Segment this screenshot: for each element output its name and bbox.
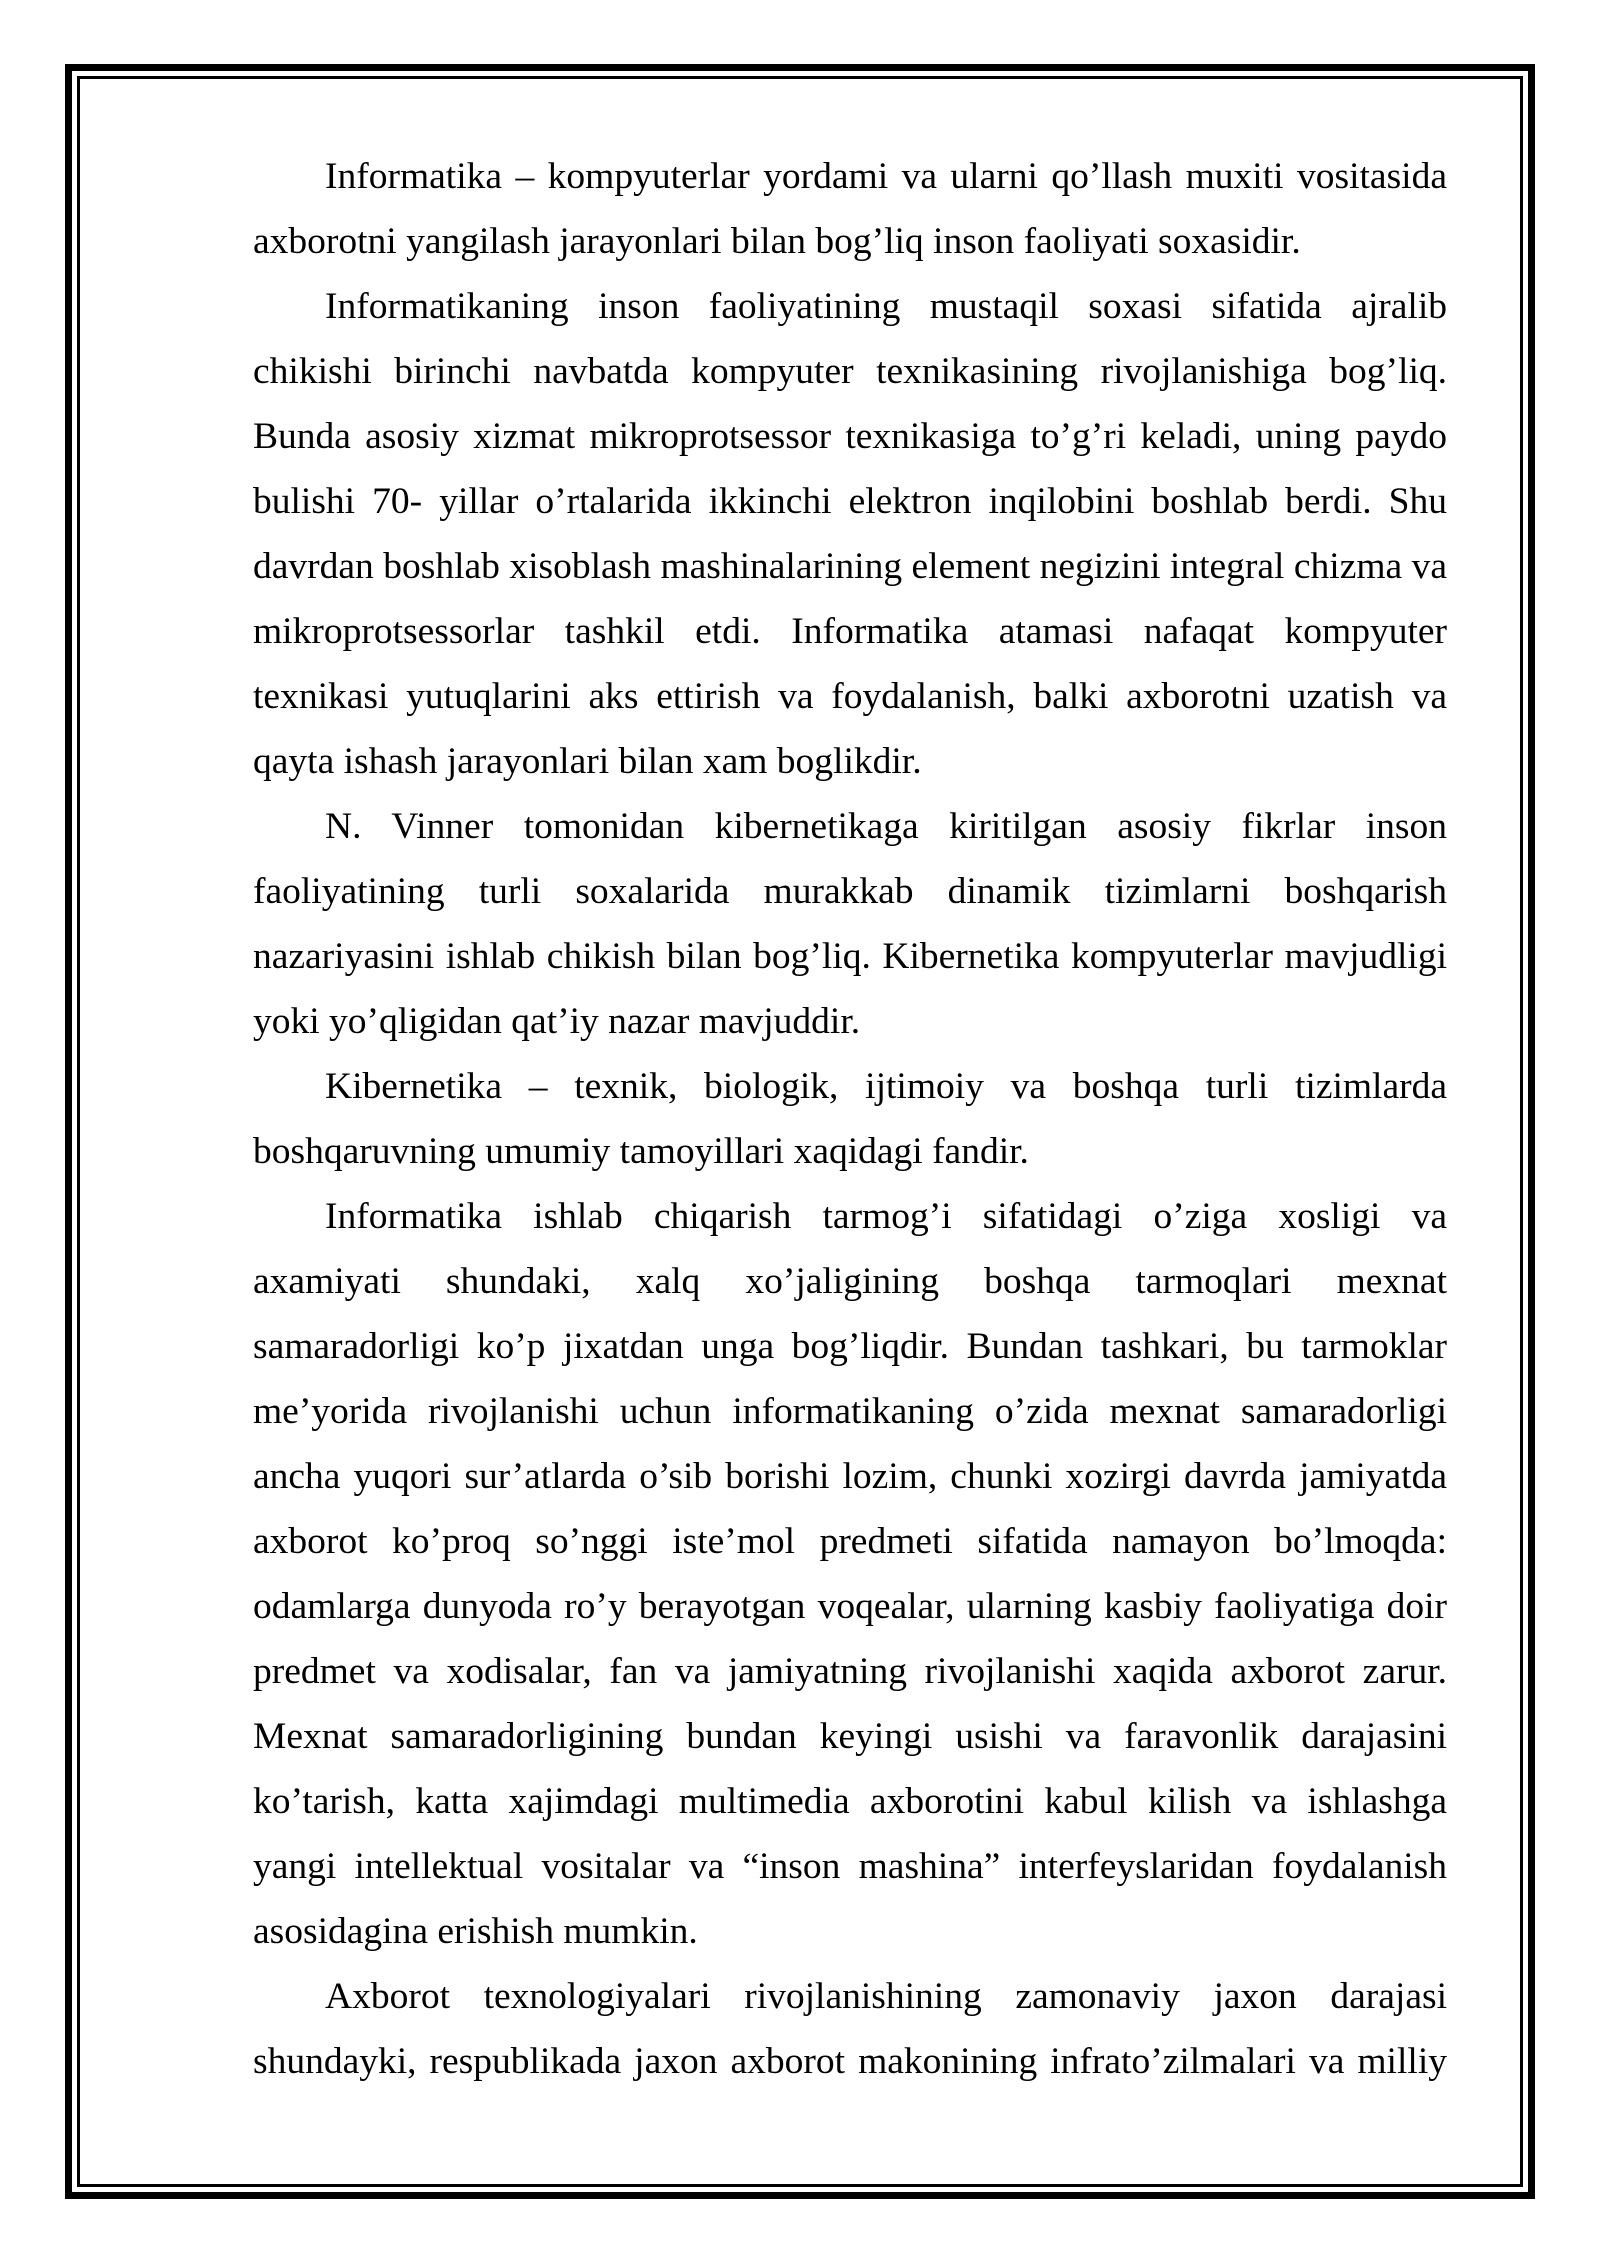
paragraph-2: Informatikaning inson faoliyatining mustaqil soxasi sifatida ajralib chikishi birinchi navbatda kompyuter texnikasining rivojlanishiga bog’liq. Bunda asosiy xizmat mikroprotsessor texnikasiga to’g’ri keladi, uning paydo bulishi 70- yillar o’rtalarida ikkinchi elektron inqilobini boshlab berdi. Shu davrdan boshlab xisoblash mashinalarining element negizini integral chizma va mikroprotsessorlar tashkil etdi. Informatika atamasi nafaqat kompyuter texnikasi yutuqlarini aks ettirish va foydalanish, balki axborotni uzatish va qayta ishash jarayonlari bilan xam boglikdir. xyxy=(253,286,1447,782)
paragraph-5: Informatika ishlab chiqarish tarmog’i sifatidagi o’ziga xosligi va axamiyati shundaki, xalq xo’jaligining boshqa tarmoqlari mexnat samaradorligi ko’p jixatdan unga bog’liqdir. Bundan tashkari, bu tarmoklar me’yorida rivojlanishi uchun informatikaning o’zida mexnat samaradorligi ancha yuqori sur’atlarda o’sib borishi lozim, chunki xozirgi davrda jamiyatda axborot ko’proq so’nggi iste’mol predmeti sifatida namayon bo’lmoqda: odamlarga dunyoda ro’y berayotgan voqealar, ularning kasbiy faoliyatiga doir predmet va xodisalar, fan va jamiyatning rivojlanishi xaqida axborot zarur. Mexnat samaradorligining bundan keyingi usishi va faravonlik darajasini ko’tarish, katta xajimdagi multimedia axborotini kabul kilish va ishlashga yangi intellektual vositalar va “inson mashina” interfeyslaridan foydalanish asosidagina erishish mumkin. xyxy=(253,1196,1447,1952)
document-body xyxy=(253,144,1447,2094)
paragraph-6: Axborot texnologiyalari rivojlanishining zamonaviy jaxon darajasi shundayki, respublikada jaxon axborot makonining infrato’zilmalari va milliy xyxy=(253,1976,1447,2082)
paragraph-4: Kibernetika – texnik, biologik, ijtimoiy va boshqa turli tizimlarda boshqaruvning umumiy tamoyillari xaqidagi fandir. xyxy=(253,1066,1447,1172)
paragraph-1: Informatika – kompyuterlar yordami va ularni qo’llash muxiti vositasida axborotni yangilash jarayonlari bilan bog’liq inson faoliyati soxasidir. xyxy=(253,156,1447,262)
paragraph-3: N. Vinner tomonidan kibernetikaga kiritilgan asosiy fikrlar inson faoliyatining turli soxalarida murakkab dinamik tizimlarni boshqarish nazariyasini ishlab chikish bilan bog’liq. Kibernetika kompyuterlar mavjudligi yoki yo’qligidan qat’iy nazar mavjuddir. xyxy=(253,806,1447,1042)
